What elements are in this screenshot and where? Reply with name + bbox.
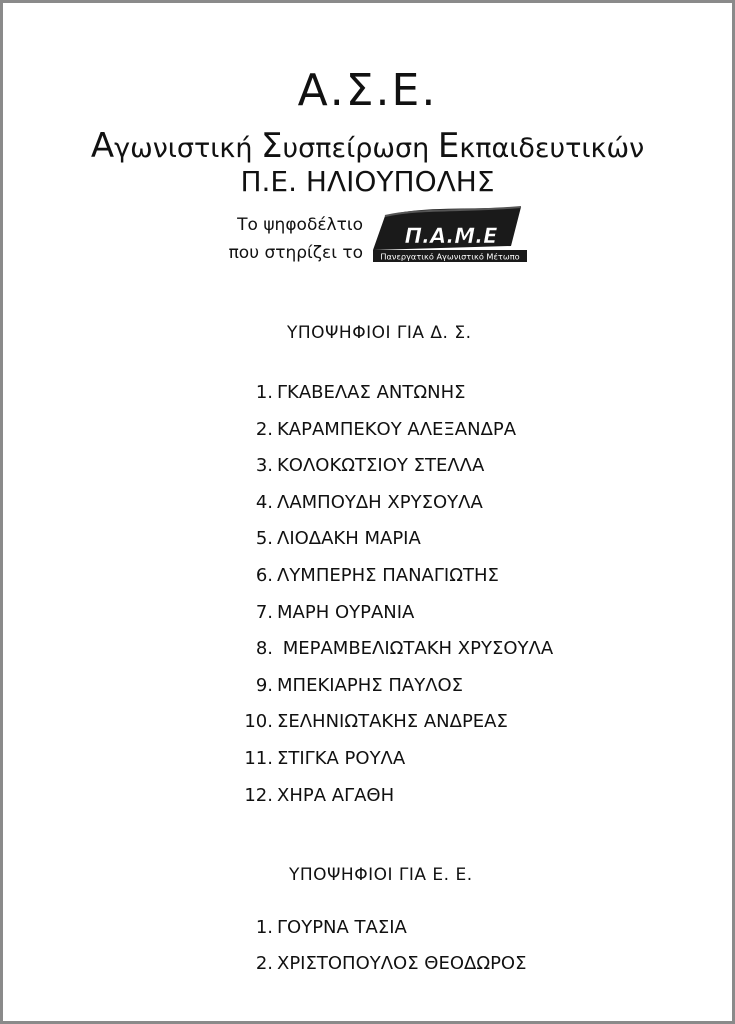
organization-name	[3, 126, 732, 166]
list-item: 9. ΜΠΕΚΙΑΡΗΣ ΠΑΥΛΟΣ	[255, 674, 464, 696]
list-item: 12. ΧΗΡΑ ΑΓΑΘΗ	[244, 784, 395, 806]
org-word-2: Συσπείρωση	[261, 126, 430, 166]
list-item: 10. ΣΕΛΗΝΙΩΤΑΚΗΣ ΑΝΔΡΕΑΣ	[244, 711, 508, 733]
ee-candidate-list	[253, 916, 526, 988]
list-item: 1. ΓΚΑΒΕΛΑΣ ΑΝΤΩΝΗΣ	[255, 382, 466, 403]
list-item: 4. ΛΑΜΠΟΥΔΗ ΧΡΥΣΟΥΛΑ	[255, 491, 483, 513]
org-word-1: Αγωνιστική	[90, 126, 253, 166]
list-item: 8. ΜΕΡΑΜΒΕΛΙΩΤΑΚΗ ΧΡΥΣΟΥΛΑ	[255, 638, 554, 660]
ds-candidate-list	[237, 381, 553, 820]
support-note	[203, 211, 363, 267]
list-item: 6. ΛΥΜΠΕΡΗΣ ΠΑΝΑΓΙΩΤΗΣ	[255, 564, 499, 586]
list-item: 7. ΜΑΡΗ ΟΥΡΑΝΙΑ	[255, 601, 415, 623]
list-item: 5. ΛΙΟΔΑΚΗ ΜΑΡΙΑ	[255, 528, 421, 550]
list-item: 3. ΚΟΛΟΚΩΤΣΙΟΥ ΣΤΕΛΛΑ	[255, 455, 485, 477]
support-line-1: Το ψηφοδέλτιο	[237, 215, 363, 235]
support-line-2: που στηρίζει το	[228, 243, 363, 263]
org-word-3: Εκπαιδευτικών	[437, 126, 645, 166]
list-item: 2. ΚΑΡΑΜΠΕΚΟΥ ΑΛΕΞΑΝΔΡΑ	[255, 418, 517, 440]
ballot-title: Α.Σ.Ε.	[297, 65, 438, 116]
ds-section-heading: ΥΠΟΨΗΦΙΟΙ ΓΙΑ Δ. Σ.	[287, 323, 472, 343]
list-item: 2. ΧΡΙΣΤΟΠΟΥΛΟΣ ΘΕΟΔΩΡΟΣ	[255, 953, 527, 974]
pame-logo	[371, 206, 531, 264]
svg-text:Πανεργατικό Αγωνιστικό Μέτωπο: Πανεργατικό Αγωνιστικό Μέτωπο	[380, 251, 520, 262]
list-item: 11. ΣΤΙΓΚΑ ΡΟΥΛΑ	[244, 747, 406, 769]
ee-section-heading: ΥΠΟΨΗΦΙΟΙ ΓΙΑ Ε. Ε.	[289, 865, 473, 885]
list-item: 1. ΓΟΥΡΝΑ ΤΑΣΙΑ	[255, 917, 407, 938]
location-label: Π.Ε. ΗΛΙΟΥΠΟΛΗΣ	[240, 165, 495, 198]
svg-text:Π.Α.Μ.Ε: Π.Α.Μ.Ε	[404, 224, 498, 248]
